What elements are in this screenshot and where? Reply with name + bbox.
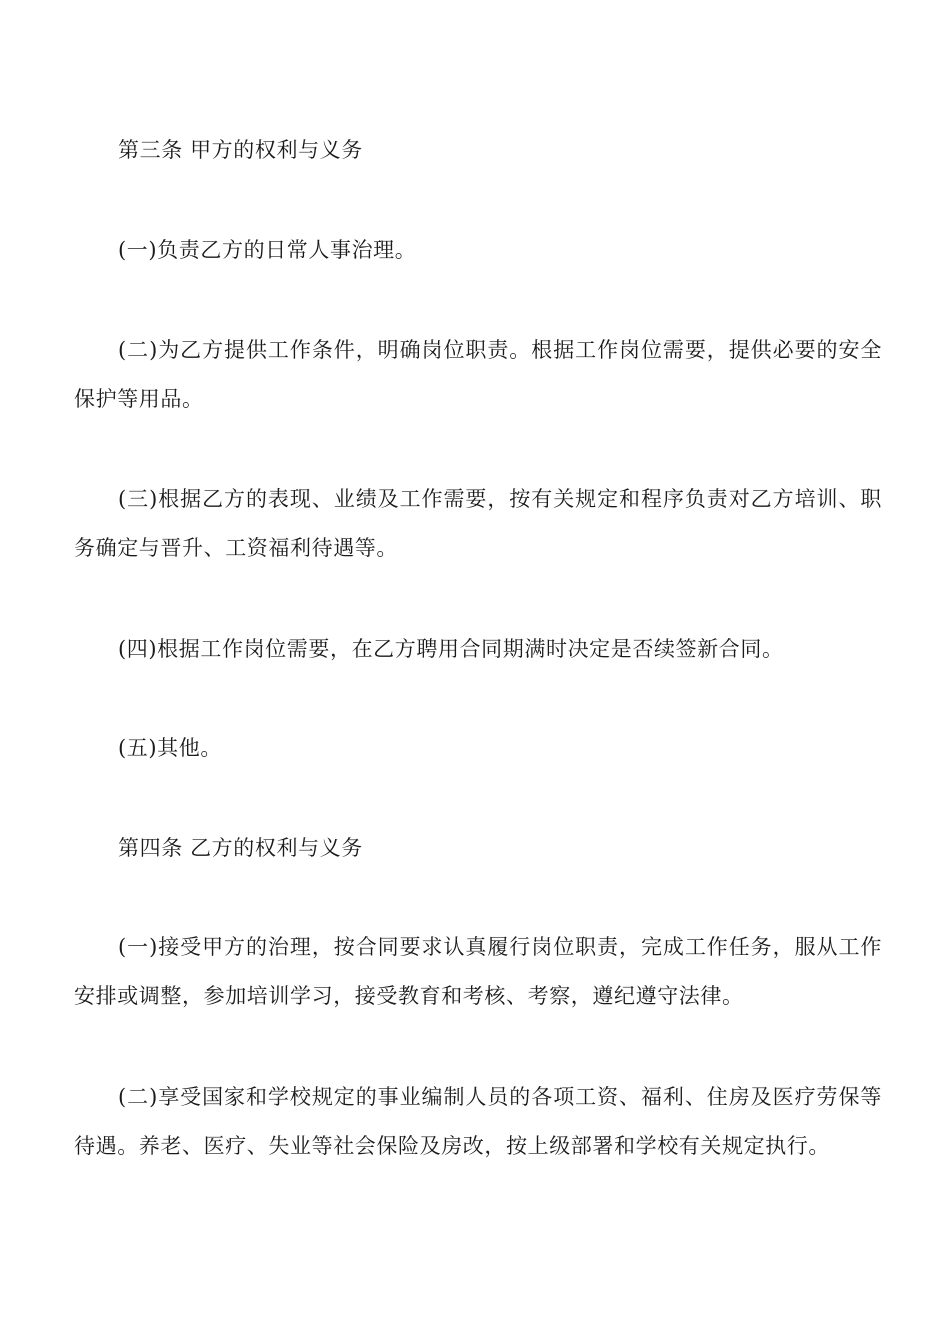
article-3-heading: 第三条 甲方的权利与义务 <box>118 138 363 162</box>
article-3-item-4: (四)根据工作岗位需要，在乙方聘用合同期满时决定是否续签新合同。 <box>118 637 784 661</box>
article-4-item-1: (一)接受甲方的治理，按合同要求认真履行岗位职责，完成工作任务，服从工作安排或调整，参加培训学习，接受教育和考核、考察，遵纪遵守法律。 <box>74 935 882 1008</box>
article-3-item-2: (二)为乙方提供工作条件，明确岗位职责。根据工作岗位需要，提供必要的安全保护等用品。 <box>74 338 882 411</box>
article-4-item-2: (二)享受国家和学校规定的事业编制人员的各项工资、福利、住房及医疗劳保等待遇。养老、医疗、失业等社会保险及房改，按上级部署和学校有关规定执行。 <box>74 1085 882 1158</box>
article-3-item-1: (一)负责乙方的日常人事治理。 <box>118 238 417 262</box>
article-3-item-5: (五)其他。 <box>118 736 222 760</box>
article-3-item-3: (三)根据乙方的表现、业绩及工作需要，按有关规定和程序负责对乙方培训、职务确定与晋升、工资福利待遇等。 <box>74 487 882 560</box>
article-4-heading: 第四条 乙方的权利与义务 <box>118 836 363 860</box>
